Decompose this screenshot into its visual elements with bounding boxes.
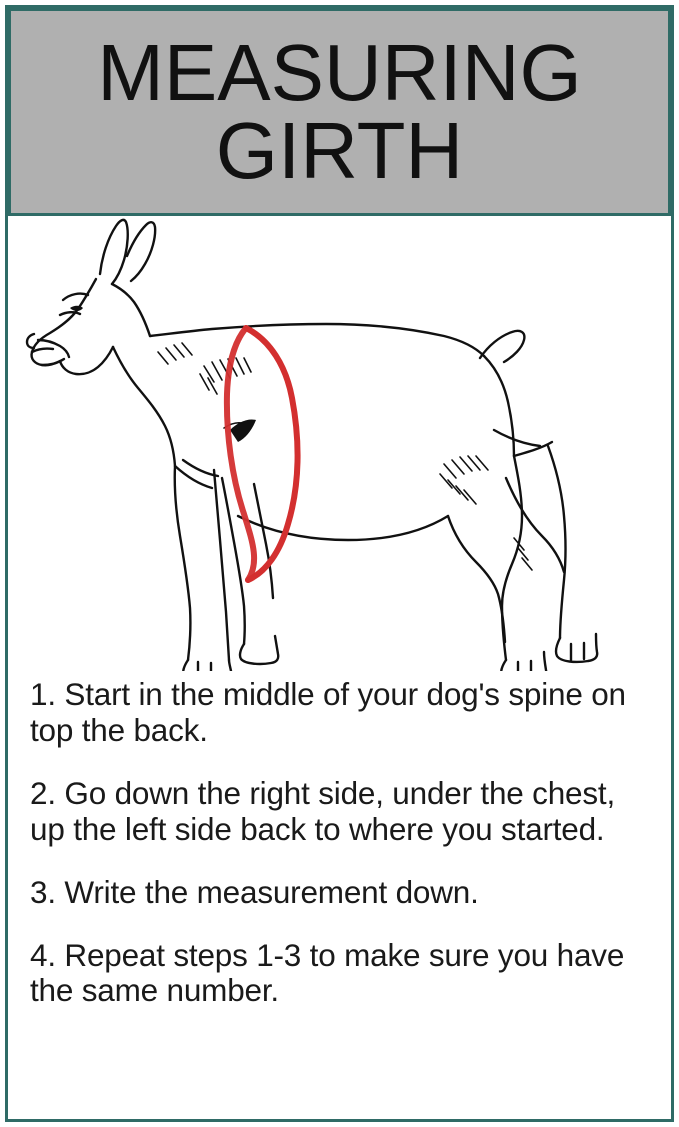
dog-illustration [8,216,671,671]
step-1: 1. Start in the middle of your dog's spine on top the back. [30,676,626,748]
page-title: MEASURING GIRTH [97,27,582,195]
step-3: 3. Write the measurement down. [30,873,479,910]
title-band [8,8,671,216]
instruction-steps [8,671,671,1127]
step-2: 2. Go down the right side, under the chest, up the left side back to where you started. [30,774,616,847]
step-4: 4. Repeat steps 1-3 to make sure you have the same number. [30,936,625,1009]
dog-line-drawing [8,216,671,671]
girth-measure-loop [227,328,298,580]
